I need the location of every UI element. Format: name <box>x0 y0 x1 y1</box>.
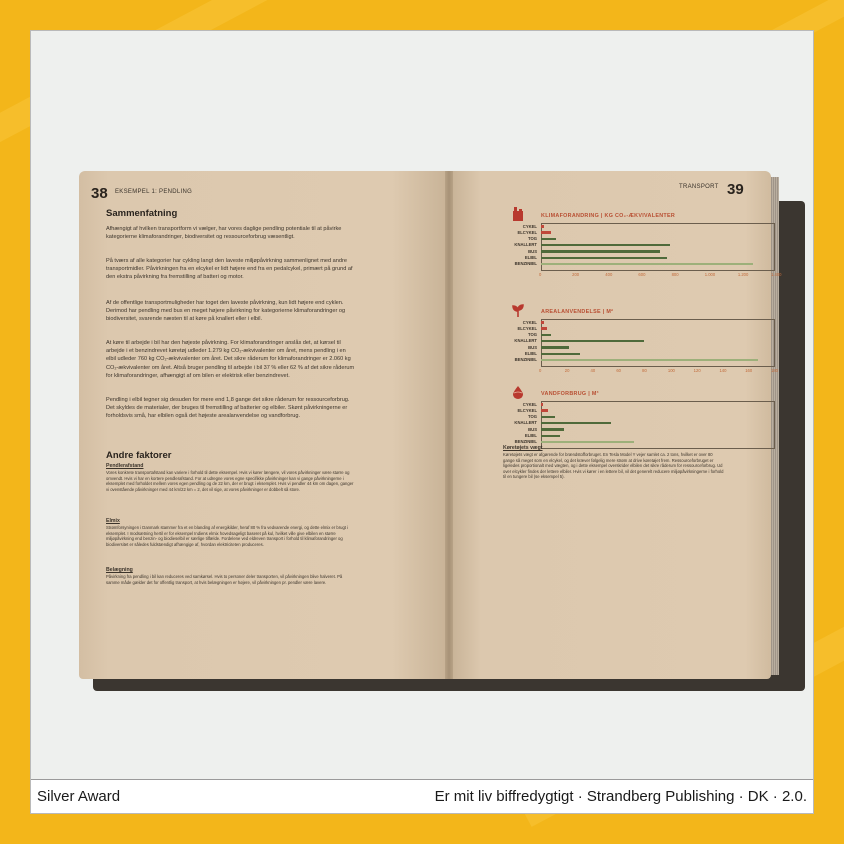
tick-label: 1.200 <box>737 272 749 278</box>
left-page-number: 38 <box>91 185 108 202</box>
tick-label: 400 <box>605 272 613 278</box>
occupancy-text: Påvirkning fra pendling i bil kan reduceres ved samkørsel. Hvis to personer deler transporten, vil påvirkningen blive halveret. På samme måde gælder det for offentlig transport, at hvis belægningen er højere, vil påvirkningen pr. pendler være lavere. <box>106 574 343 585</box>
award-label: Silver Award <box>37 788 121 805</box>
category-label: BENZINBIL <box>514 439 537 445</box>
left-page <box>79 171 447 679</box>
category-label: BENZINBIL <box>514 357 537 363</box>
bar <box>541 238 556 241</box>
tick-label: 140 <box>719 368 727 374</box>
summary-paragraph: På tværs af alle kategorier har cykling langt den laveste miljøpåvirkning sammenlignet med andre transportmidler. Påvirkningen fra en elcykel er lidt højere end fra en pedalcykel, primært på grund af den ekstra påvirkning fra fremstilling af batteri og motor. <box>106 258 353 281</box>
bar <box>541 435 560 438</box>
left-running-head: EKSEMPEL 1: PENDLING <box>115 189 193 195</box>
category-label: KNALLERT <box>514 338 537 344</box>
book-spine <box>445 171 453 679</box>
other-factors-heading: Andre faktorer <box>106 450 172 461</box>
bar <box>541 340 644 343</box>
bar <box>541 225 544 228</box>
category-label: TOG <box>528 414 537 420</box>
elmix-text: Strømforsyningen i Danmark stammer fra et en blanding af energikilder, heraf 80 % fra vedvarende energi, og dette elmix er brugt i eksemplet. I modsætning hertil er for eksempel Indiens elmix hovedsageligt baseret på kul, hvilket ville give elbilen en større miljøpåvirkning end benzin- og biodieselbil er særlige tilfælde. Fordelene ved eldreven transport i forhold til klimaforandringer og biodiversitet er således fuldstændigt afhængige af, hvordan elektriciteten produceres. <box>106 525 349 547</box>
category-label: CYKEL <box>522 223 537 229</box>
bar <box>541 441 634 444</box>
bar <box>541 231 551 234</box>
category-label: CYKEL <box>522 319 537 325</box>
vehicle-weight-heading: Køretøjets vægt <box>503 445 543 451</box>
summary-paragraph: Pendling i elbil tegner sig desuden for mere end 1,8 gange det sikre råderum for ressourceforbrug. Det skyldes de materialer, der bruges til fremstilling af batterier og elbiler. Skønt påvirkningerne er forholdsvis små, har elbilen også det højeste arealanvendelse og vandforbrug. <box>106 397 350 420</box>
category-label: BUS <box>528 426 537 432</box>
category-label: KNALLERT <box>514 242 537 248</box>
category-label: ELBIL <box>524 433 537 438</box>
tick-label: 100 <box>667 368 675 374</box>
bar <box>541 428 564 431</box>
category-label: CYKEL <box>522 401 537 407</box>
tick-label: 1.400 <box>771 272 782 278</box>
bar <box>541 353 580 356</box>
summary-paragraph: Af de offentlige transportmuligheder har toget den laveste påvirkning, kun lidt højere end cyklen. Derimod har pendling med bus en meget højere påvirkning for kategorierne klimaforandringer og biodiversitet, svarende næsten til at køre på knallert eller i elbil. <box>106 300 346 323</box>
tick-label: 120 <box>693 368 701 374</box>
category-label: ELBIL <box>524 351 537 356</box>
bar <box>541 416 555 419</box>
category-label: TOG <box>528 236 537 242</box>
tick-label: 40 <box>590 368 596 374</box>
category-label: BENZINBIL <box>514 261 537 267</box>
summary-heading: Sammenfatning <box>106 208 178 219</box>
tick-label: 600 <box>638 272 646 278</box>
bar <box>541 244 670 247</box>
entry-label: Er mit liv biffredygtigt · Strandberg Publishing · DK · 2.0. <box>434 788 807 805</box>
tick-label: 0 <box>539 368 542 374</box>
tick-label: 0 <box>539 272 542 278</box>
tick-label: 80 <box>642 368 647 374</box>
award-card <box>30 30 814 814</box>
tick-label: 1.000 <box>704 272 716 278</box>
summary-paragraph: At køre til arbejde i bil har den højeste påvirkning. For klimaforandringer anslås det, at kørsel til arbejde i et benzindrevet køretøj udleder 1.279 kg CO₂-ækvivalenter om året, mens pendling i en elbil udleder 760 kg CO₂-ækvivalenter om året. Det sikre råderum for klimaforandringer er 2.060 kg CO₂-ækvivalenter om året. Altså bruger pendling til arbejde i bil 37 % eller 62 % af det sikre råderum for klimaforandringer, afhængigt af om bilen er elektrisk eller benzindrevet. <box>106 340 355 379</box>
category-label: ELCYKEL <box>517 229 537 235</box>
category-label: BUS <box>528 344 537 350</box>
bar <box>541 403 543 406</box>
bar <box>541 409 548 412</box>
bar <box>541 250 660 253</box>
distance-text: Vores konkrete transportafstand kan variere i forhold til dette eksempel. Hvis vi kører længere, vil vores påvirkninger være større og omvendt. Hvis vi har en kortere pendlerafstand. For at udregne vores egne specifikke påvirkninger kan vi gange påvirkningerne i eksemplet med forholdet mellem vores egen pendling og de 22 km, der er brugt i eksemplet. Hvis vi pendler 44 km om dagen, ganger vi ovenstående påvirkninger med 44 km/22 km = 2, det vil sige, at vores påvirkninger er dobbelt så store. <box>106 470 354 492</box>
tick-label: 180 <box>771 368 778 374</box>
bar <box>541 334 551 337</box>
subheading-occupancy: Belægning <box>106 567 133 573</box>
category-label: TOG <box>528 332 537 338</box>
summary-paragraph: Afhængigt af hvilken transportform vi vælger, har vores daglige pendling potentiale til at påvirke kategorierne klimaforandringer, biodiversitet og ressourceforbrug væsentligt. <box>106 226 342 241</box>
bar <box>541 327 547 330</box>
category-label: ELBIL <box>524 255 537 260</box>
tick-label: 20 <box>564 368 570 374</box>
bar <box>541 346 569 349</box>
right-page-number: 39 <box>727 181 744 198</box>
bar <box>541 359 758 362</box>
chart-title: AREALANVENDELSE | M² <box>541 309 614 315</box>
vehicle-weight-text: Køretøjets vægt er afgørende for brændstofforbruget. En Tesla Model Y vejer samlet ca. 2 tons, hvilket er over 80 gange så meget som en elcykel, og det kræver følgelig mere strøm at drive køretøjet frem. Ressourceforbruget er ligeledes proportionalt med vægten, og i dette eksempel overskrider elbilen det sikre råderum for ressourceforbrug. Ud over elcykler findes der lettere elbiler. Hvis vi kører i en lettere bil, vil det generelt reducere miljøpåvirkningerne i forhold til en tungere bil (se eksempel 5). <box>503 452 724 480</box>
category-label: KNALLERT <box>514 420 537 426</box>
tick-label: 200 <box>572 272 580 278</box>
tick-label: 160 <box>745 368 753 374</box>
bar <box>541 263 753 266</box>
book-photo <box>31 31 813 779</box>
right-running-head: TRANSPORT <box>679 184 719 190</box>
tick-label: 60 <box>616 368 621 374</box>
bar <box>541 321 544 324</box>
bar <box>541 257 667 260</box>
subheading-distance: Pendlerafstand <box>106 463 144 469</box>
category-label: ELCYKEL <box>517 407 537 413</box>
category-label: BUS <box>528 248 537 254</box>
chart-title: VANDFORBRUG | M³ <box>541 391 599 397</box>
caption-bar <box>31 779 813 813</box>
subheading-elmix: Elmix <box>106 518 120 524</box>
tick-label: 800 <box>671 272 679 278</box>
chart-title: KLIMAFORANDRING | KG CO₂-ÆKVIVALENTER <box>541 213 676 219</box>
category-label: ELCYKEL <box>517 325 537 331</box>
bar <box>541 422 611 425</box>
